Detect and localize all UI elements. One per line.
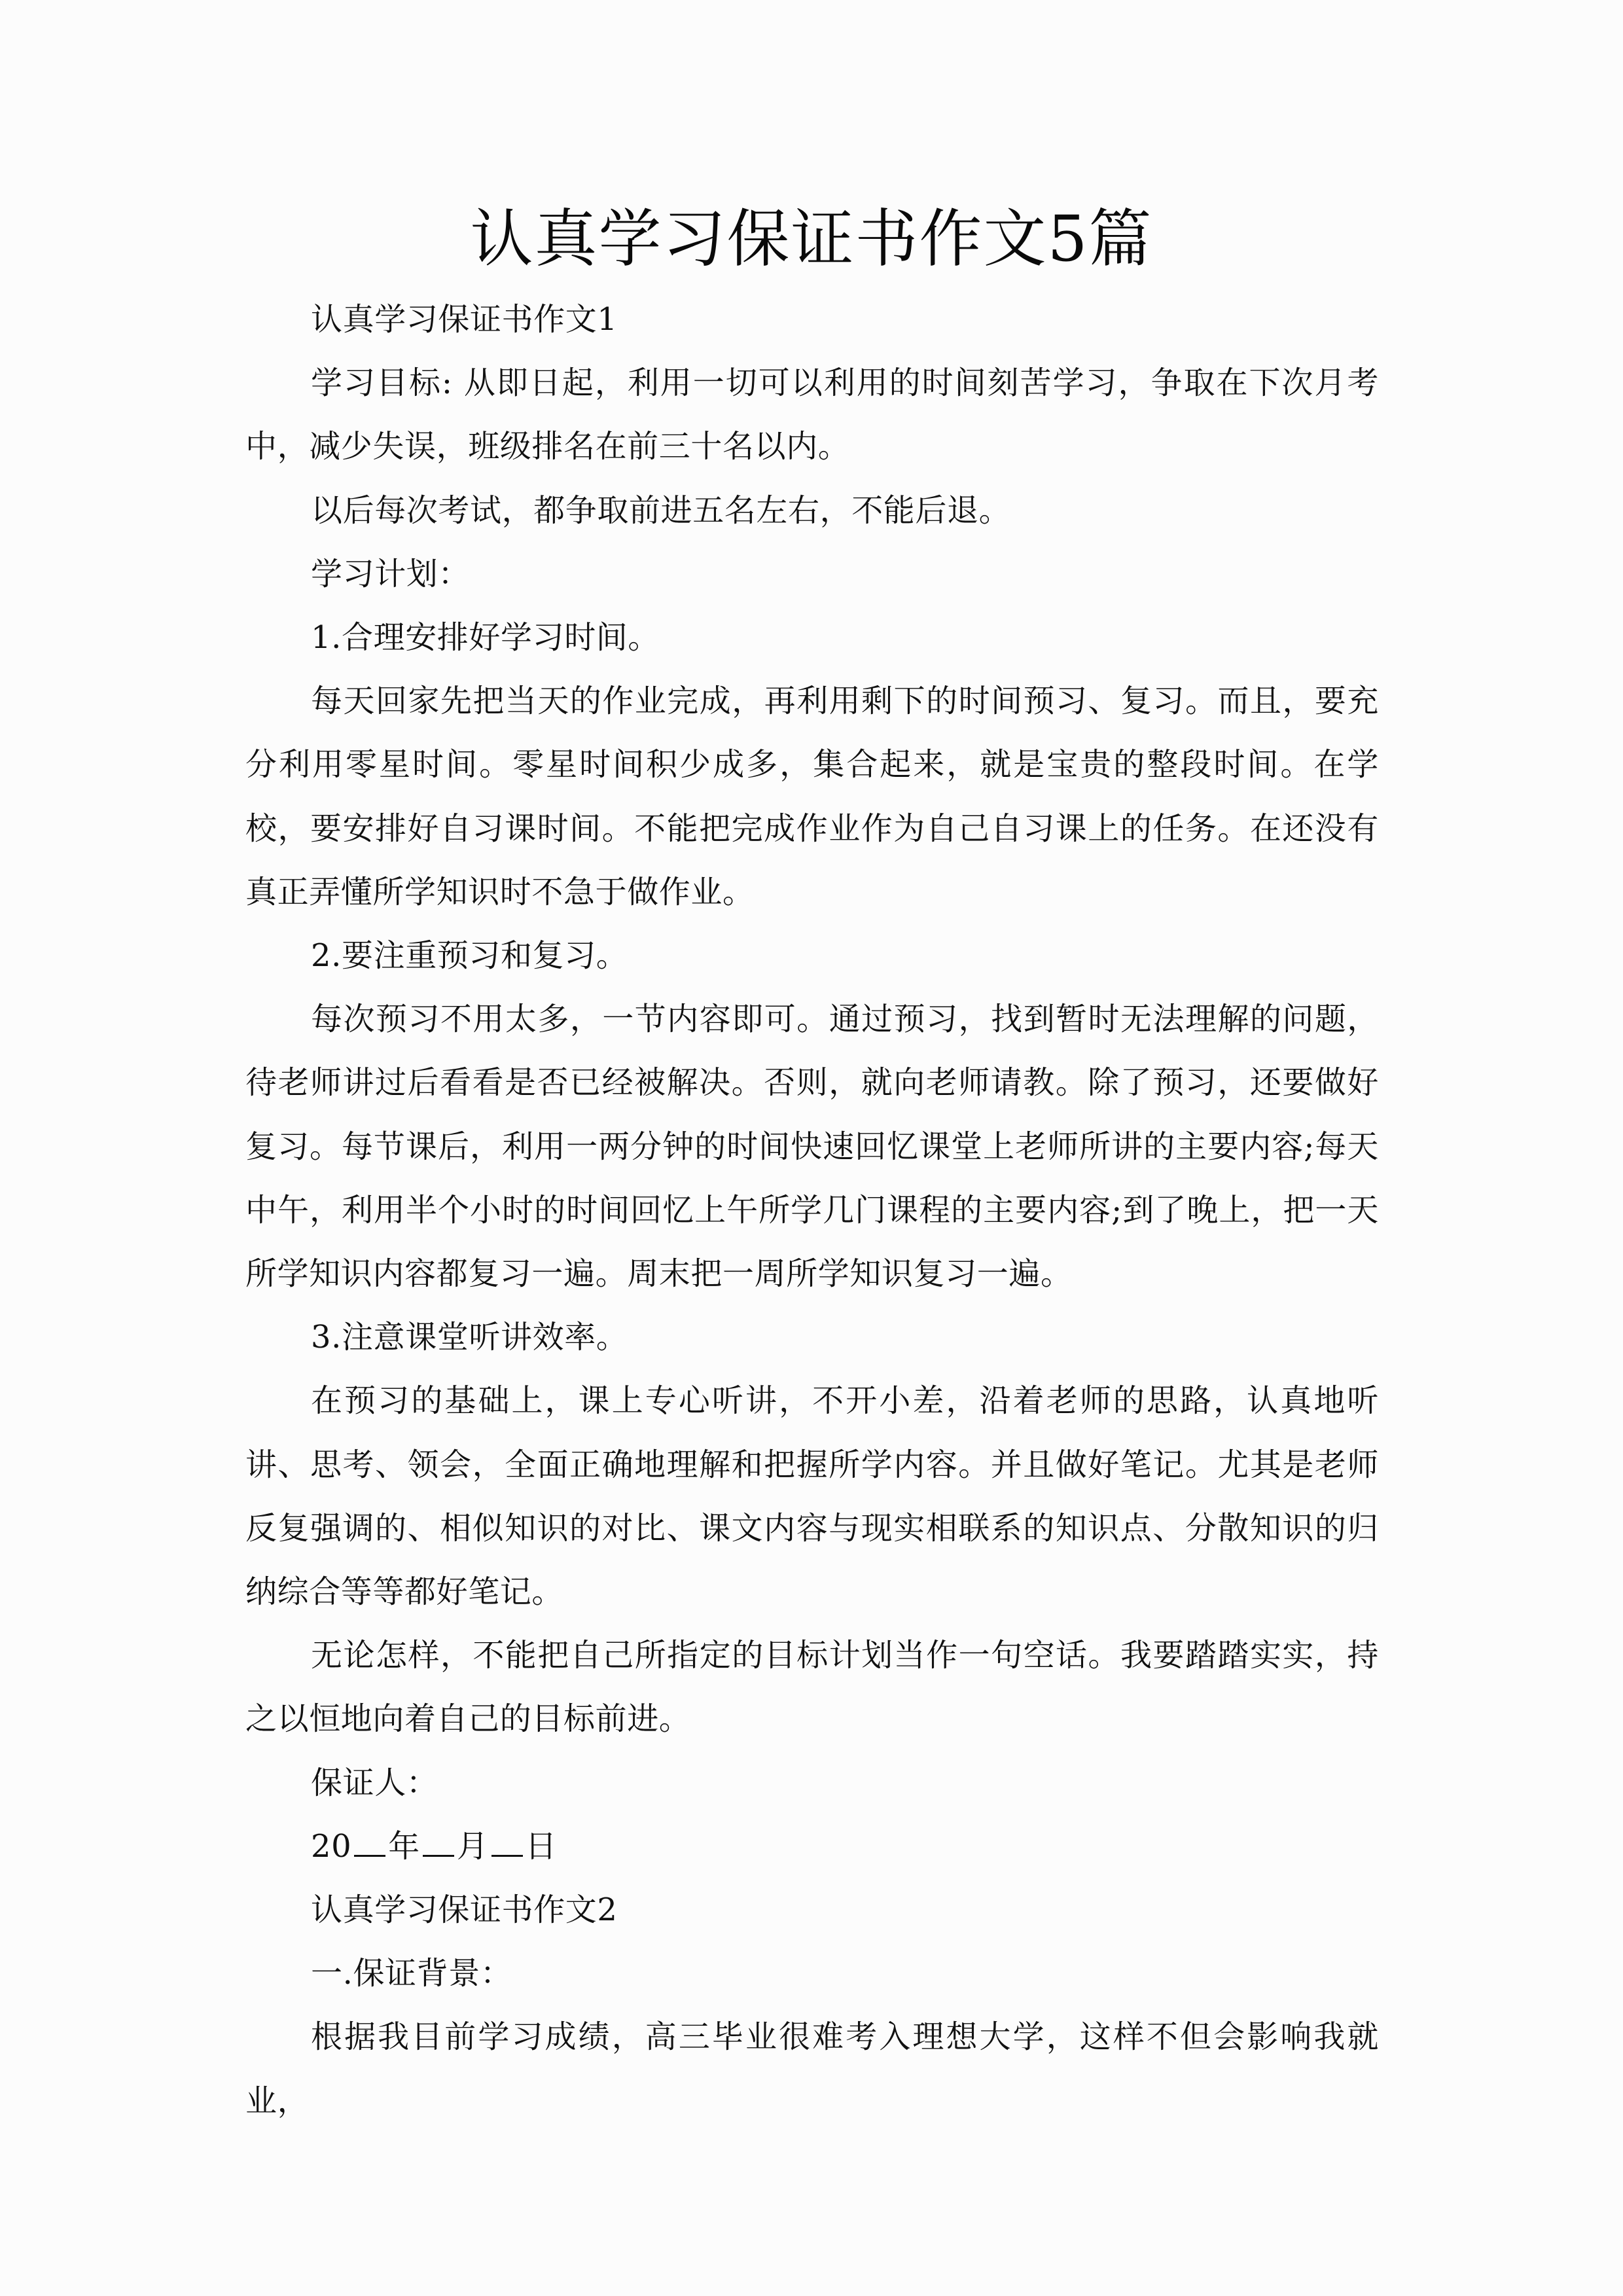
date-line <box>245 1815 1379 1878</box>
date-month-label: 月 <box>456 1827 489 1865</box>
plan-item-1-heading: 1.合理安排好学习时间。 <box>311 619 660 656</box>
plan-item-2-heading: 2.要注重预习和复习。 <box>311 937 628 975</box>
day-blank <box>491 1854 523 1857</box>
plan-item-3-body: 在预习的基础上，课上专心听讲，不开小差，沿着老师的思路，认真地听讲、思考、领会，全面正确地理解和把握所学内容。并且做好笔记。尤其是老师反复强调的、相似知识的对比、课文内容与现实相联系的知识点、分散知识的归纳综合等等都好笔记。 <box>245 1382 1379 1611</box>
date-year-prefix: 20 <box>311 1827 352 1865</box>
year-blank <box>354 1854 385 1857</box>
document-body <box>245 288 1379 2133</box>
paragraph-guarantee-background-body: 根据我目前学习成绩，高三毕业很难考入理想大学，这样不但会影响我就业， <box>245 2018 1379 2119</box>
paragraph-commitment: 无论怎样，不能把自己所指定的目标计划当作一句空话。我要踏踏实实，持之以恒地向着自己的目标前进。 <box>245 1637 1379 1738</box>
plan-item-2-body: 每次预习不用太多，一节内容即可。通过预习，找到暂时无法理解的问题，待老师讲过后看看是否已经被解决。否则，就向老师请教。除了预习，还要做好复习。每节课后，利用一两分钟的时间快速回忆课堂上老师所讲的主要内容;每天中午，利用半个小时的时间回忆上午所学几门课程的主要内容;到了晚上，把一天所学知识内容都复习一遍。周末把一周所学知识复习一遍。 <box>245 1001 1379 1293</box>
date-year-label: 年 <box>388 1827 420 1865</box>
plan-item-1-body: 每天回家先把当天的作业完成，再利用剩下的时间预习、复习。而且，要充分利用零星时间。零星时间积少成多，集合起来，就是宝贵的整段时间。在学校，要安排好自习课时间。不能把完成作业作为自己自习课上的任务。在还没有真正弄懂所学知识时不急于做作业。 <box>245 683 1379 910</box>
document-title: 认真学习保证书作文5篇 <box>470 202 1153 276</box>
paragraph-exam-progress: 以后每次考试，都争取前进五名左右，不能后退。 <box>311 492 1011 529</box>
date-day-label: 日 <box>525 1827 558 1865</box>
section-heading-essay-2: 认真学习保证书作文2 <box>311 1892 618 1929</box>
guarantor-label: 保证人： <box>311 1764 438 1801</box>
paragraph-guarantee-background-heading: 一.保证背景： <box>311 1955 512 1992</box>
section-heading-essay-1: 认真学习保证书作文1 <box>311 301 618 338</box>
paragraph-study-plan-heading: 学习计划： <box>311 555 471 592</box>
paragraph-study-goal: 学习目标: 从即日起，利用一切可以利用的时间刻苦学习，争取在下次月考中，减少失误，班级排名在前三十名以内。 <box>245 365 1379 465</box>
plan-item-3-heading: 3.注意课堂听讲效率。 <box>311 1319 628 1356</box>
month-blank <box>423 1854 454 1857</box>
